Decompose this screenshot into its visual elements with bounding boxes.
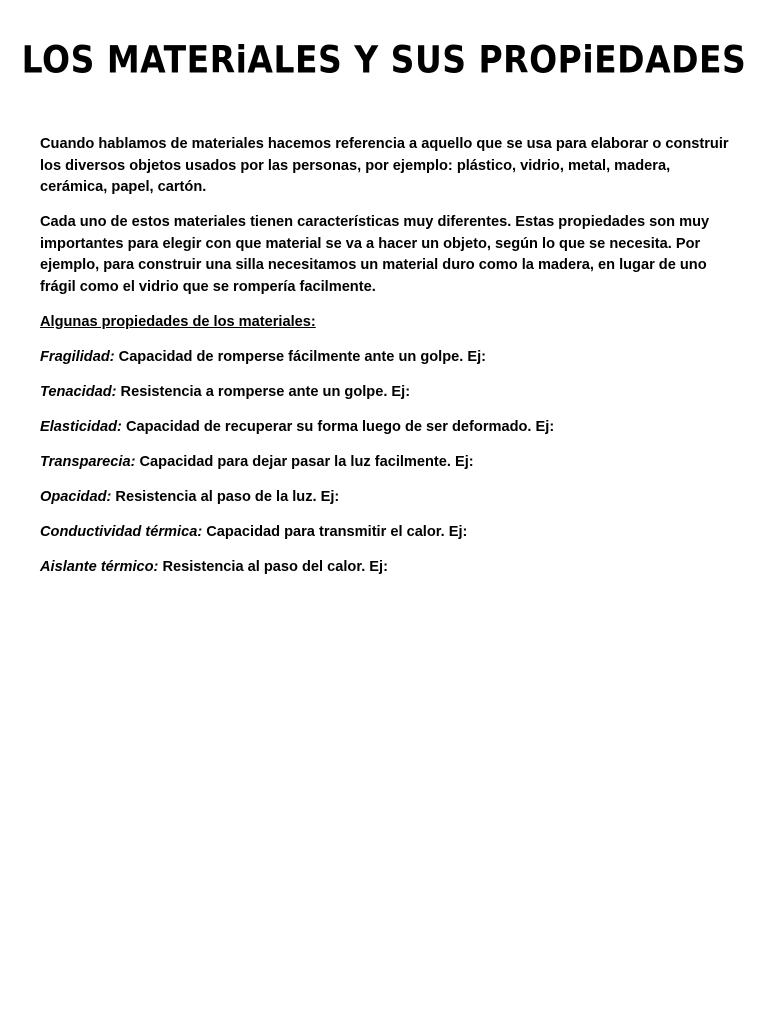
property-item-opacidad	[40, 487, 732, 509]
intro-paragraph: Cuando hablamos de materiales hacemos referencia a aquello que se usa para elaborar o construir los diversos objetos usados por las personas, por ejemplo: plástico, vidrio, metal, madera, cerámica, papel, cartón.	[40, 136, 729, 195]
property-description: Resistencia al paso de la luz. Ej:	[111, 488, 340, 505]
property-description: Resistencia al paso del calor. Ej:	[158, 558, 388, 575]
property-name: Opacidad:	[40, 488, 112, 505]
property-name: Tenacidad:	[40, 383, 117, 400]
property-name: Aislante térmico:	[40, 558, 159, 575]
property-item-tenacidad	[40, 382, 732, 404]
property-name: Fragilidad:	[40, 348, 115, 365]
property-item-fragilidad	[40, 347, 732, 369]
property-description: Resistencia a romperse ante un golpe. Ej:	[116, 383, 411, 400]
property-item-conductividad-termica	[40, 522, 732, 544]
page-title: LOS MATERiALES Y SUS PROPiEDADES	[21, 37, 747, 82]
document-body	[40, 134, 732, 592]
property-name: Conductividad térmica:	[40, 523, 203, 540]
property-description: Capacidad de romperse fácilmente ante un golpe. Ej:	[114, 348, 487, 365]
properties-subheading: Algunas propiedades de los materiales:	[40, 313, 316, 330]
property-item-transparecia	[40, 452, 732, 474]
property-item-elasticidad	[40, 417, 732, 439]
property-name: Transparecia:	[40, 453, 136, 470]
property-item-aislante-termico	[40, 557, 732, 579]
property-name: Elasticidad:	[40, 418, 122, 435]
property-description: Capacidad para dejar pasar la luz facilmente. Ej:	[135, 453, 474, 470]
property-description: Capacidad de recuperar su forma luego de ser deformado. Ej:	[121, 418, 555, 435]
property-description: Capacidad para transmitir el calor. Ej:	[202, 523, 468, 540]
explanation-paragraph: Cada uno de estos materiales tienen características muy diferentes. Estas propiedades son muy importantes para elegir con que material se va a hacer un objeto, según lo que se necesita. Por ejemplo, para construir una silla necesitamos un material duro como la madera, en lugar de uno frágil como el vidrio que se rompería facilmente.	[40, 214, 710, 295]
